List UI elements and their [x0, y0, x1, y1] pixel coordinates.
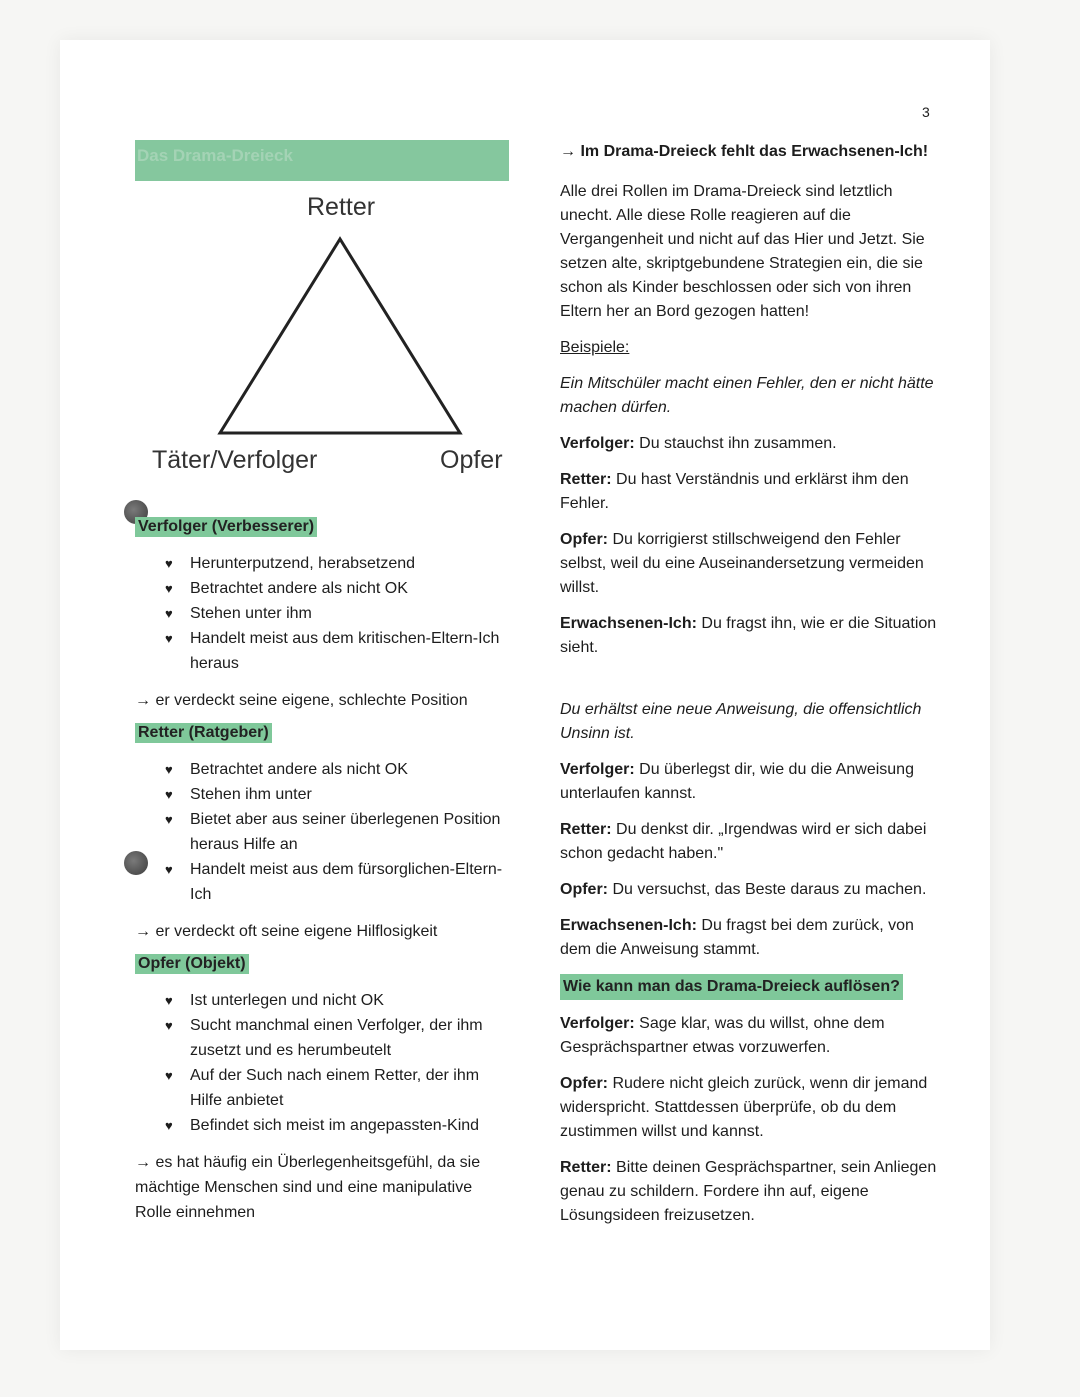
list-item: ♥ Handelt meist aus dem kritischen-Eltern-Ich heraus [165, 626, 515, 676]
triangle-label-left: Täter/Verfolger [152, 446, 318, 474]
resolve-item: Verfolger: Sage klar, was du willst, ohne dem Gesprächspartner etwas vorzuwerfen. [560, 1015, 885, 1056]
left-column [135, 140, 515, 1225]
heart-bullet-icon: ♥ [165, 581, 173, 596]
right-column [560, 140, 940, 1240]
list-item: ♥ Ist unterlegen und nicht OK [165, 988, 515, 1013]
bullet-list [165, 757, 515, 907]
list-item: ♥ Auf der Such nach einem Retter, der ihm Hilfe anbietet [165, 1063, 515, 1113]
section-heading: Verfolger (Verbesserer) [135, 517, 317, 537]
list-item: ♥ Betrachtet andere als nicht OK [165, 576, 515, 601]
example-response: Retter: Du denkst dir. „Irgendwas wird er sich dabei schon gedacht haben." [560, 821, 927, 862]
bullet-list [165, 551, 515, 676]
examples-label: Beispiele: [560, 339, 630, 356]
resolve-heading: Wie kann man das Drama-Dreieck auflösen? [560, 974, 903, 1000]
heart-bullet-icon: ♥ [165, 812, 173, 827]
section-opfer [135, 954, 515, 974]
triangle-shape [215, 233, 465, 443]
resolve-heading-wrap [560, 974, 940, 1000]
heart-bullet-icon: ♥ [165, 606, 173, 621]
list-item: ♥ Stehen ihm unter [165, 782, 515, 807]
example-response: Opfer: Du versuchst, das Beste daraus zu machen. [560, 881, 927, 898]
resolve-item: Retter: Bitte deinen Gesprächspartner, sein Anliegen genau zu schildern. Fordere ihn auf, eigene Lösungsideen freizusetzen. [560, 1159, 937, 1224]
list-item: ♥ Herunterputzend, herabsetzend [165, 551, 515, 576]
list-item: ♥ Sucht manchmal einen Verfolger, der ihm zusetzt und es herumbeutelt [165, 1013, 515, 1063]
triangle-label-top: Retter [307, 193, 376, 221]
list-item: ♥ Befindet sich meist im angepassten-Kind [165, 1113, 515, 1138]
example-response: Erwachsenen-Ich: Du fragst bei dem zurück, von dem die Anweisung stammt. [560, 917, 914, 958]
section-heading: Retter (Ratgeber) [135, 723, 272, 743]
heart-bullet-icon: ♥ [165, 762, 173, 777]
heart-bullet-icon: ♥ [165, 993, 173, 1008]
heart-bullet-icon: ♥ [165, 1068, 173, 1083]
intro-paragraph: Alle drei Rollen im Drama-Dreieck sind letztlich unecht. Alle diese Rolle reagieren auf die Vergangenheit und nicht auf das Hier und Jetzt. Sie setzen alte, skriptgebundene Strategien ein, die sie schon als Kinder beschlossen oder sich von ihren Eltern her an Bord gezogen hatten! [560, 183, 925, 320]
list-item: ♥ Bietet aber aus seiner überlegenen Position heraus Hilfe an [165, 807, 515, 857]
heart-bullet-icon: ♥ [165, 631, 173, 646]
example-response: Opfer: Du korrigierst stillschweigend den Fehler selbst, weil du eine Auseinandersetzung vermeiden willst. [560, 531, 924, 596]
drama-triangle [135, 193, 515, 493]
page-number: 3 [922, 104, 930, 120]
section-retter [135, 723, 515, 743]
title-band: Das Drama-Dreieck [135, 140, 509, 181]
section-conclusion: → er verdeckt oft seine eigene Hilflosigkeit [135, 923, 438, 940]
example-scenario: Ein Mitschüler macht einen Fehler, den er nicht hätte machen dürfen. [560, 375, 934, 416]
section-conclusion: → es hat häufig ein Überlegenheitsgefühl, da sie mächtige Menschen sind und eine manipulative Rolle einnehmen [135, 1154, 481, 1221]
heart-bullet-icon: ♥ [165, 1118, 173, 1133]
list-item: ♥ Handelt meist aus dem fürsorglichen-Eltern-Ich [165, 857, 515, 907]
headline: → Im Drama-Dreieck fehlt das Erwachsenen-Ich! [560, 143, 929, 160]
list-item: ♥ Stehen unter ihm [165, 601, 515, 626]
list-item: ♥ Betrachtet andere als nicht OK [165, 757, 515, 782]
section-conclusion: → er verdeckt seine eigene, schlechte Position [135, 692, 468, 709]
example-response: Verfolger: Du stauchst ihn zusammen. [560, 435, 837, 452]
section-verfolger [135, 517, 515, 537]
bullet-list [165, 988, 515, 1138]
example-response: Retter: Du hast Verständnis und erklärst ihm den Fehler. [560, 471, 909, 512]
triangle-label-right: Opfer [440, 446, 503, 474]
heart-bullet-icon: ♥ [165, 1018, 173, 1033]
heart-bullet-icon: ♥ [165, 787, 173, 802]
example-scenario: Du erhältst eine neue Anweisung, die offensichtlich Unsinn ist. [560, 701, 922, 742]
heart-bullet-icon: ♥ [165, 556, 173, 571]
heart-bullet-icon: ♥ [165, 862, 173, 877]
example-response: Verfolger: Du überlegst dir, wie du die Anweisung unterlaufen kannst. [560, 761, 914, 802]
section-heading: Opfer (Objekt) [135, 954, 249, 974]
resolve-item: Opfer: Rudere nicht gleich zurück, wenn dir jemand widerspricht. Stattdessen überprüfe, ob du dem zustimmen willst und kannst. [560, 1075, 928, 1140]
example-response: Erwachsenen-Ich: Du fragst ihn, wie er die Situation sieht. [560, 615, 937, 656]
